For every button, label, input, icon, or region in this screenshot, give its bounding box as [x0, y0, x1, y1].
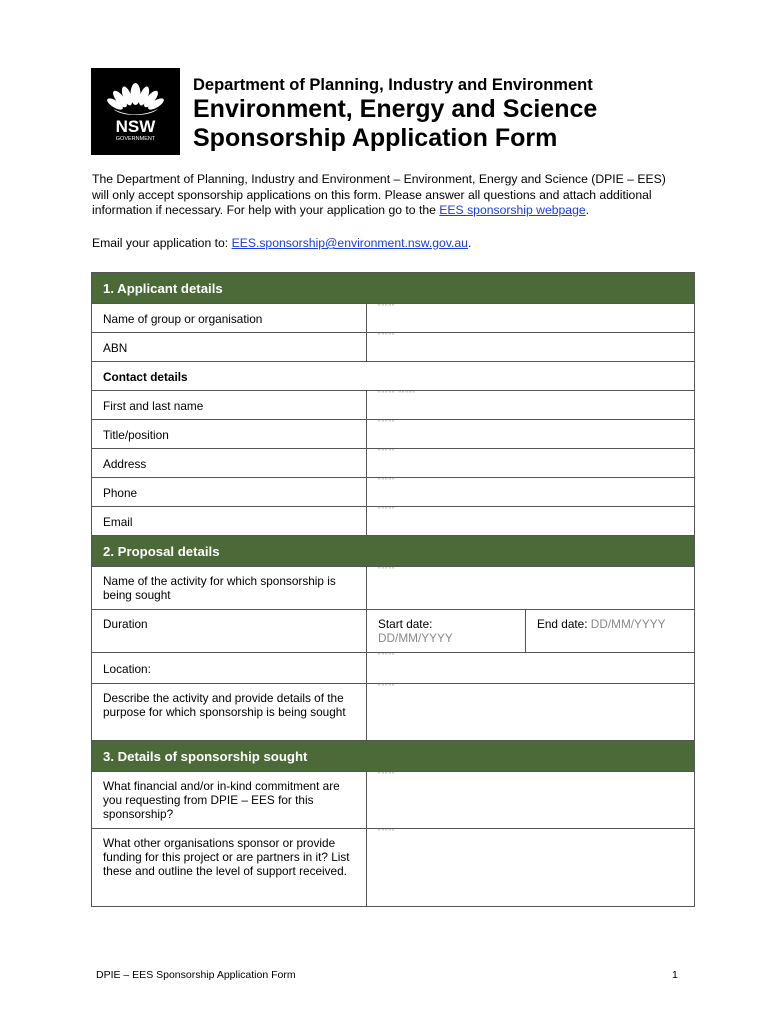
activity-name-label: Name of the activity for which sponsorship is being sought — [92, 567, 367, 610]
email-label: Email — [92, 507, 367, 536]
address-label: Address — [92, 449, 367, 478]
location-label: Location: — [92, 653, 367, 684]
end-date-label: End date: — [537, 617, 588, 631]
form-row — [92, 333, 695, 362]
section-3-heading: 3. Details of sponsorship sought — [92, 741, 695, 772]
first-last-name-field[interactable]: """"" """"" — [367, 391, 695, 420]
email-prefix: Email your application to: — [92, 236, 232, 250]
waratah-icon — [91, 68, 180, 155]
form-row — [92, 478, 695, 507]
organisation-name-field[interactable]: """"" — [367, 304, 695, 333]
form-row — [92, 362, 695, 391]
phone-label: Phone — [92, 478, 367, 507]
title-line-2: Sponsorship Application Form — [193, 124, 558, 152]
intro-text: The Department of Planning, Industry and Environment – Environment, Energy and Science (DPIE – EES) will only accept sponsorship applications on this form. Please answer all questions and attach additional information if necessary. For help with your application go to the — [92, 172, 666, 217]
start-date-value: DD/MM/YYYY — [378, 631, 453, 645]
location-field[interactable]: """"" — [367, 653, 695, 684]
describe-activity-field[interactable]: """"" — [367, 684, 695, 741]
form-row — [92, 420, 695, 449]
phone-field[interactable]: """"" — [367, 478, 695, 507]
commitment-field[interactable]: """"" — [367, 772, 695, 829]
commitment-label: What financial and/or in-kind commitment are you requesting from DPIE – EES for this sponsorship? — [92, 772, 367, 829]
application-form-table — [91, 272, 695, 907]
email-end: . — [467, 236, 472, 250]
department-name: Department of Planning, Industry and Environment — [193, 76, 593, 94]
logo-text: NSW — [115, 117, 156, 136]
form-row — [92, 684, 695, 741]
section-1-heading: 1. Applicant details — [92, 273, 695, 304]
section-1-header — [92, 273, 695, 304]
address-field[interactable]: """"" — [367, 449, 695, 478]
email-address-link[interactable]: EES.sponsorship@environment.nsw.gov.au — [231, 236, 468, 250]
form-row — [92, 567, 695, 610]
organisation-name-label: Name of group or organisation — [92, 304, 367, 333]
form-row — [92, 391, 695, 420]
contact-details-heading: Contact details — [92, 362, 695, 391]
end-date-value: DD/MM/YYYY — [590, 617, 666, 631]
section-2-header — [92, 536, 695, 567]
duration-label: Duration — [92, 610, 367, 653]
intro-end: . — [585, 203, 590, 217]
logo-subtext: GOVERNMENT — [115, 136, 156, 142]
section-2-heading: 2. Proposal details — [92, 536, 695, 567]
other-sponsors-field[interactable]: """"" — [367, 829, 695, 907]
form-row — [92, 772, 695, 829]
page-title — [193, 95, 597, 153]
form-row — [92, 449, 695, 478]
form-row — [92, 507, 695, 536]
title-line-1: Environment, Energy and Science — [193, 95, 598, 123]
form-row — [92, 653, 695, 684]
ees-sponsorship-link[interactable]: EES sponsorship webpage — [439, 203, 586, 217]
form-row — [92, 304, 695, 333]
email-field[interactable]: """"" — [367, 507, 695, 536]
footer-title: DPIE – EES Sponsorship Application Form — [96, 969, 296, 981]
page-number: 1 — [672, 969, 678, 981]
abn-field[interactable]: """"" — [367, 333, 695, 362]
activity-name-field[interactable]: """"" — [367, 567, 695, 610]
other-sponsors-label: What other organisations sponsor or provide funding for this project or are partners in it? List these and outline the level of support received. — [92, 829, 367, 907]
nsw-government-logo — [91, 68, 180, 155]
intro-paragraph — [92, 172, 682, 219]
section-3-header — [92, 741, 695, 772]
start-date-label: Start date: — [378, 617, 433, 631]
form-row — [92, 610, 695, 653]
first-last-name-label: First and last name — [92, 391, 367, 420]
title-position-field[interactable]: """"" — [367, 420, 695, 449]
end-date-field[interactable] — [526, 610, 695, 653]
email-line — [92, 236, 471, 250]
start-date-field[interactable] — [367, 610, 526, 653]
abn-label: ABN — [92, 333, 367, 362]
title-position-label: Title/position — [92, 420, 367, 449]
form-row — [92, 829, 695, 907]
describe-activity-label: Describe the activity and provide details of the purpose for which sponsorship is being sought — [92, 684, 367, 741]
